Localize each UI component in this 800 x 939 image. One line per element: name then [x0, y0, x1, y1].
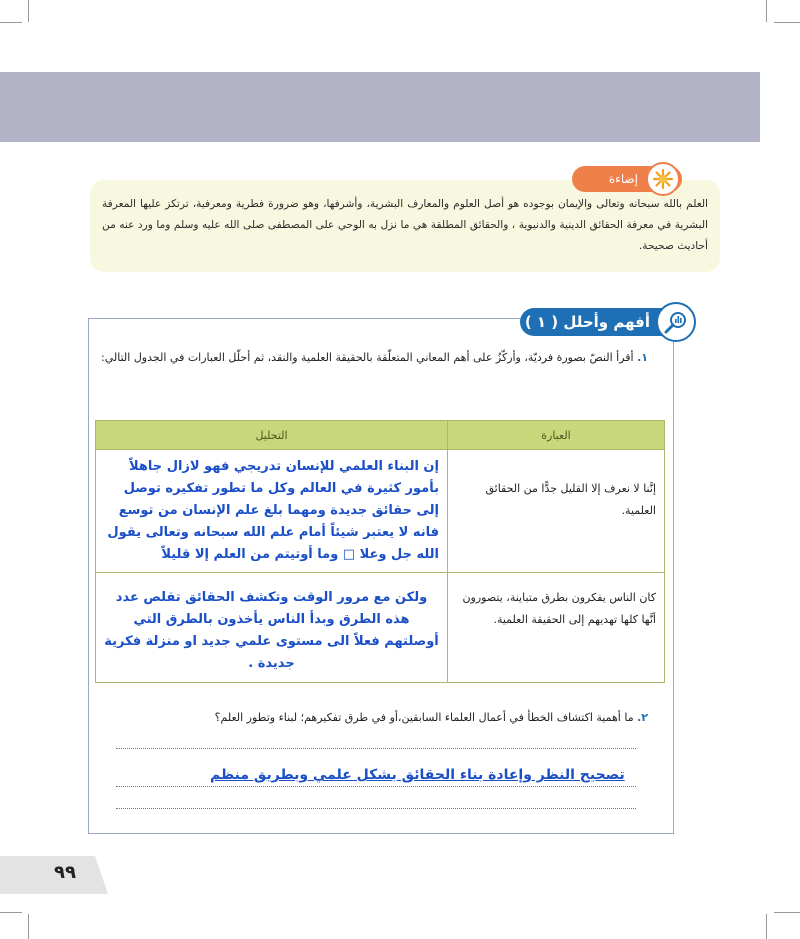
highlight-box	[90, 180, 720, 272]
analysis-cell[interactable]	[96, 573, 448, 683]
page-number: ٩٩	[54, 862, 76, 883]
crop-mark	[0, 912, 22, 913]
question-1-text: أقرأ النصّ بصورة فرديّة، وأركّزُ على أهم المعاني المتعلّقة بالحقيقة العلمية والنقد، ثم أحلّل العبارات في الجدول التالي:	[101, 351, 634, 364]
statement-cell	[448, 450, 665, 573]
header-statement: العبارة	[448, 421, 665, 450]
crop-mark	[766, 0, 767, 22]
answer-line[interactable]	[116, 786, 636, 788]
question-1	[100, 348, 648, 368]
statement-text: كان الناس يفكرون بطرق متباينة، يتصورون أنَّها كلها تهديهم إلى الحقيقة العلمية.	[462, 591, 656, 626]
star-icon	[646, 162, 680, 196]
answer-line[interactable]	[116, 748, 636, 750]
question-2	[100, 708, 648, 728]
analysis-cell[interactable]	[96, 450, 448, 573]
question-2-text: ما أهمية اكتشاف الخطأ في أعمال العلماء السابقين،أو في طرق تفكيرهم؛ لبناء وتطور العلم؟	[214, 711, 634, 724]
header-analysis: التحليل	[96, 421, 448, 450]
crop-mark	[28, 0, 29, 22]
header-band	[0, 72, 760, 142]
analysis-text: ولكن مع مرور الوقت وتكشف الحقائق تقلص عدد هذه الطرق وبدأ الناس يأخذون بالطرق التي أوصلتهم فعلاً الى مستوى علمي جديد او منزلة فكرية جديدة .	[104, 590, 439, 671]
answer-line[interactable]	[116, 808, 636, 810]
crop-mark	[0, 22, 22, 23]
crop-mark	[766, 914, 767, 939]
table-header-row	[96, 421, 665, 450]
highlight-tag-label: إضاءة	[608, 172, 638, 186]
analysis-text: إن البناء العلمي للإنسان تدريجي فهو لازال جاهلاً بأمور كثيرة في العالم وكل ما تطور تفكيره توصل إلى حقائق جديدة ومهما بلغ علم الإنسان من توسع فانه لا يعتبر شيئاً أمام علم الله سبحانه وتعالى يقول الله جل وعلا □ وما أوتيتم من العلم إلا قليلاً	[107, 459, 439, 562]
crop-mark	[774, 22, 800, 23]
question-2-answer[interactable]: تصحيح النظر وإعادة بناء الحقائق بشكل علمي وبطريق منظم	[210, 767, 625, 783]
highlight-text: العلم بالله سبحانه وتعالى والإيمان بوجوده هو أصل العلوم والمعارف البشرية، وأشرفها، وهو ضرورة فطرية ومعرفية، ترتكز عليها المعرفة البشرية في معرفة الحقائق الدينية والدنيوية ، والحقائق المطلقة هي ما نزل به الوحي على المصطفى صلى الله عليه وسلم وما ورد عنه من أحاديث صحيحة.	[102, 198, 708, 252]
question-1-number: ١.	[637, 351, 648, 364]
statement-text: إنَّنا لا نعرف إلا القليل جدًّا من الحقائق العلمية.	[485, 482, 656, 517]
section-title-text: أفهم وأحلل ( ١ )	[524, 313, 650, 331]
magnifier-icon	[656, 302, 696, 342]
crop-mark	[774, 912, 800, 913]
crop-mark	[28, 914, 29, 939]
table-row	[96, 573, 665, 683]
table-row	[96, 450, 665, 573]
analysis-table	[95, 420, 665, 683]
question-2-number: ٢.	[637, 711, 648, 724]
statement-cell	[448, 573, 665, 683]
